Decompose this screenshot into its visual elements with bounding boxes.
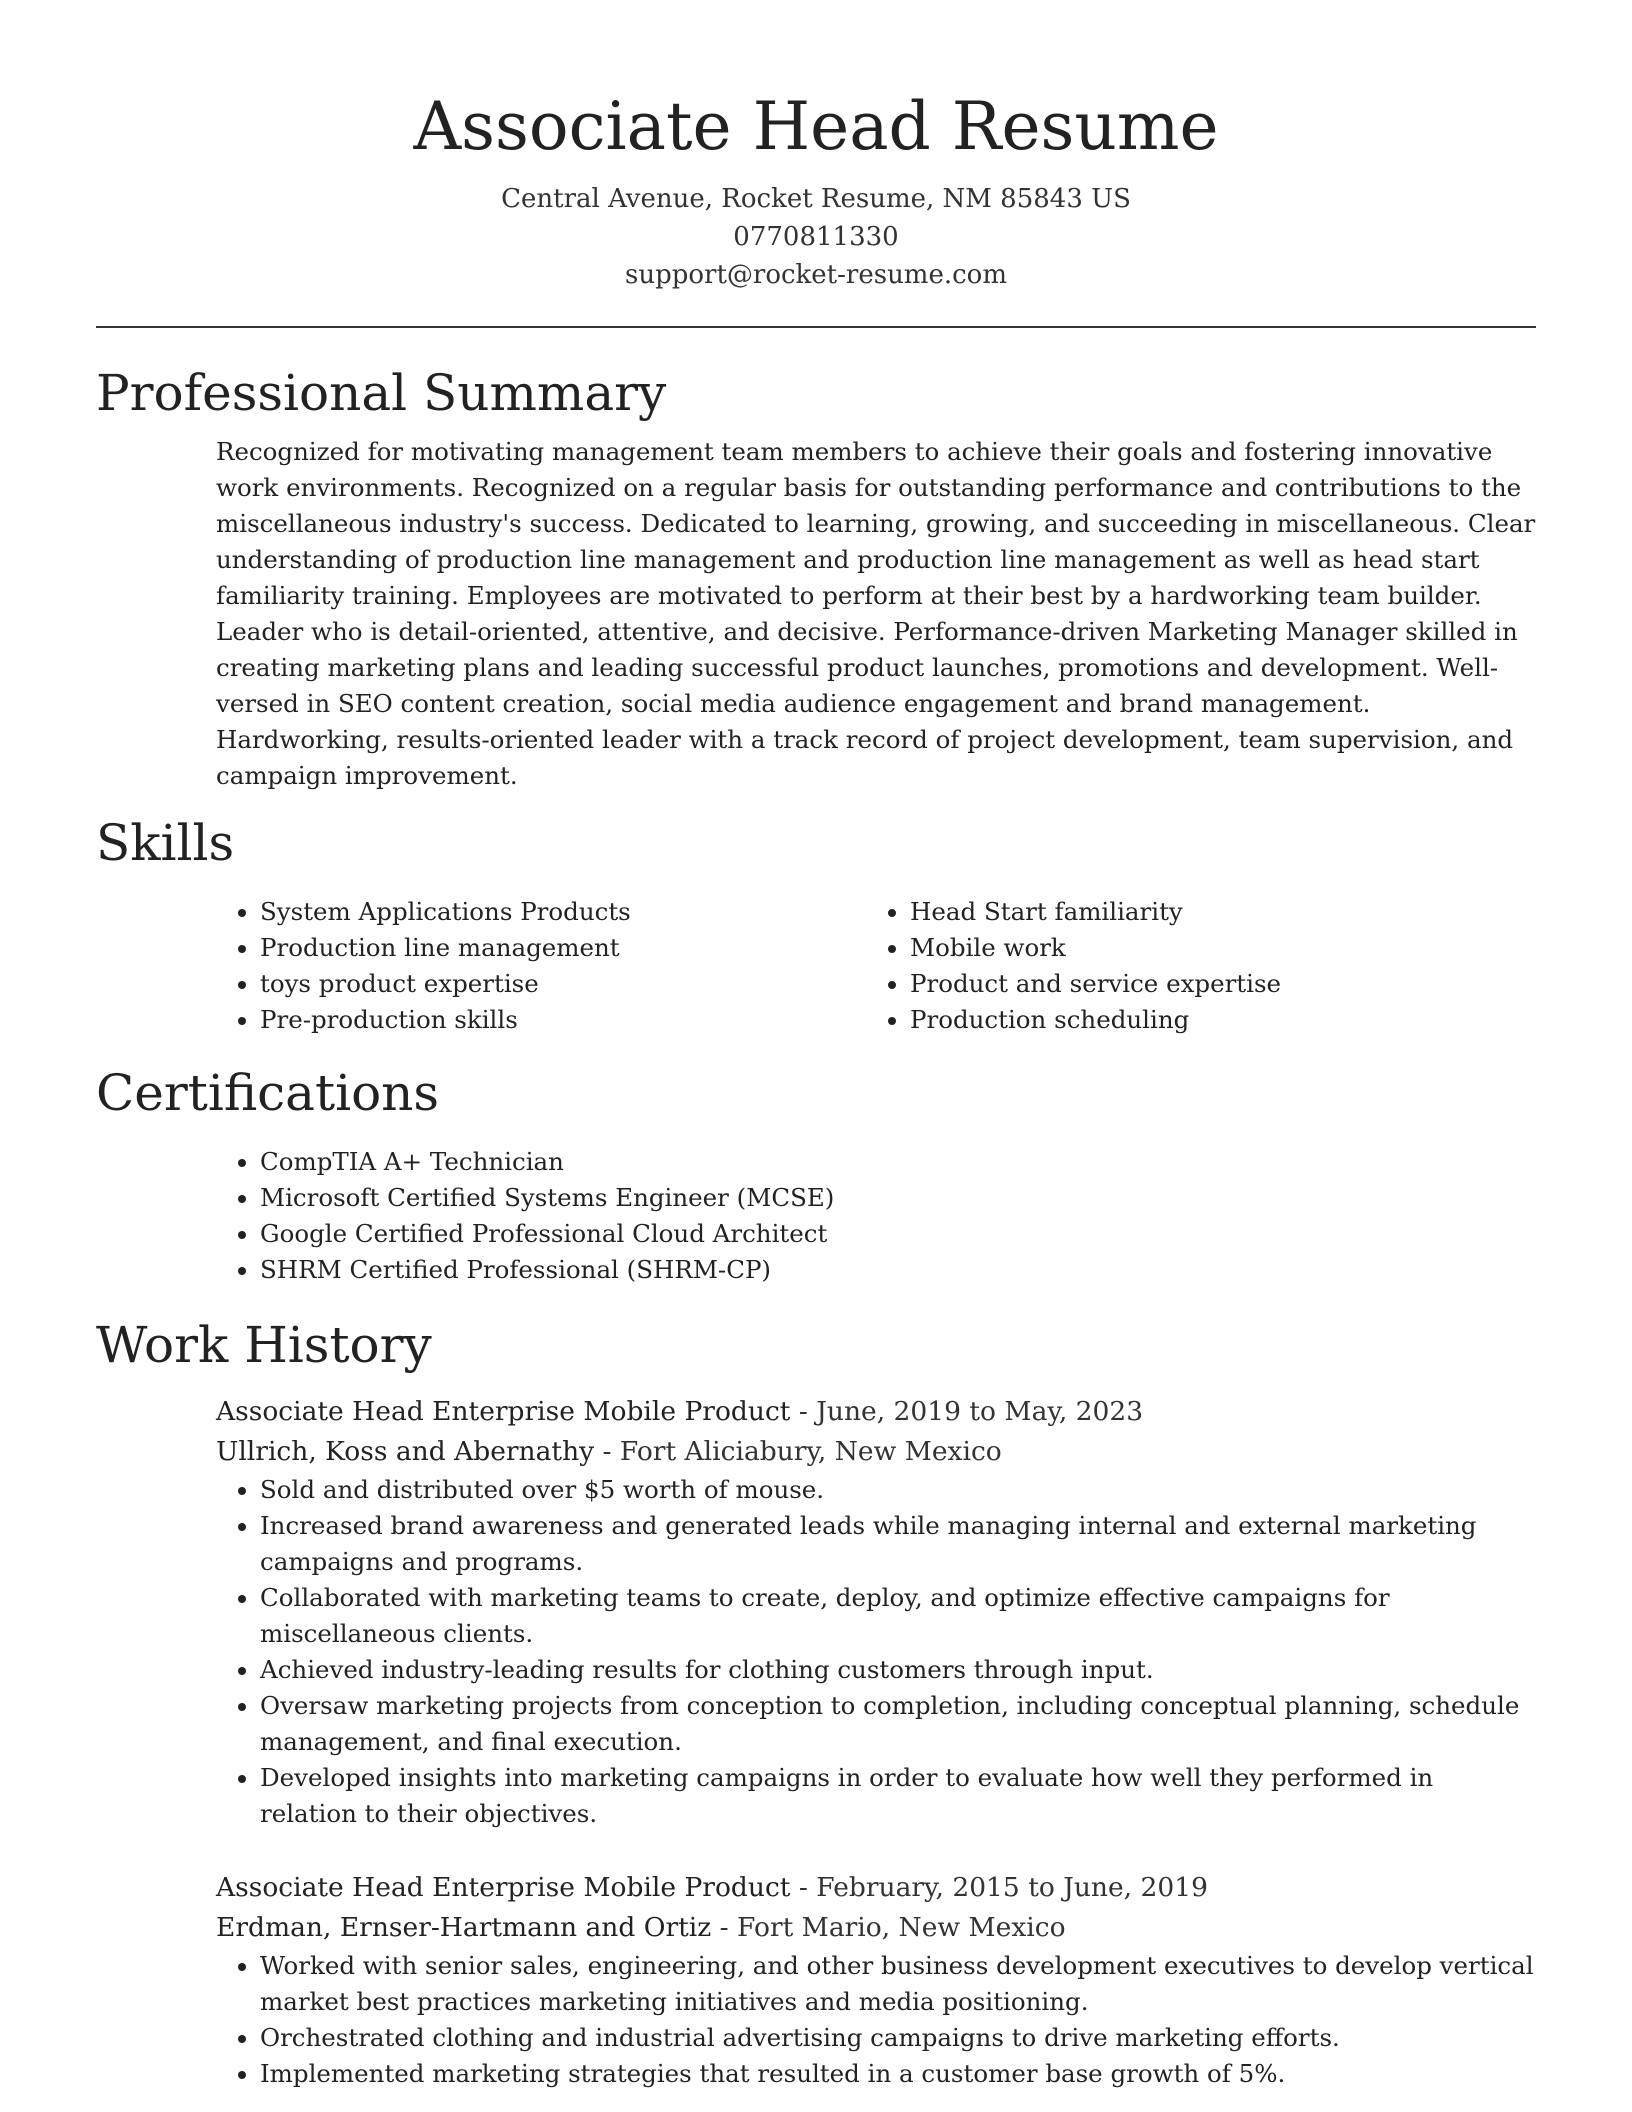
resume-header (96, 0, 1536, 294)
work-history-heading: Work History (96, 1316, 432, 1374)
job-bullet: • Implemented marketing strategies that resulted in a customer base growth of 5%. (260, 2056, 1536, 2092)
page-title: Associate Head Resume (413, 88, 1219, 165)
skill-item: • Production scheduling (910, 1002, 1516, 1038)
job-dates: - June, 2019 to May, 2023 (790, 1396, 1144, 1427)
job-location: - Fort Aliciabury, New Mexico (594, 1436, 1002, 1467)
contact-block (96, 180, 1536, 294)
job-bullet: • Oversaw marketing projects from conception to completion, including conceptual planning, schedule management, and final execution. (260, 1688, 1536, 1760)
skill-item: • Pre-production skills (260, 1002, 866, 1038)
certifications-list (216, 1144, 1536, 1288)
job-title-line (216, 1392, 1536, 1432)
skills-columns (216, 894, 1536, 1038)
skill-item: • Production line management (260, 930, 866, 966)
job-bullets (216, 1472, 1536, 1832)
job-bullet: • Achieved industry-leading results for clothing customers through input. (260, 1652, 1536, 1688)
job-bullet: • Collaborated with marketing teams to create, deploy, and optimize effective campaigns for miscellaneous clients. (260, 1580, 1536, 1652)
job-entry (216, 1392, 1536, 1832)
certifications-list-wrap (216, 1144, 1536, 1288)
skills-list-right (866, 894, 1516, 1038)
job-dates: - February, 2015 to June, 2019 (790, 1872, 1208, 1903)
skill-item: • System Applications Products (260, 894, 866, 930)
job-title-line (216, 1868, 1536, 1908)
job-bullet: • Increased brand awareness and generated leads while managing internal and external marketing campaigns and programs. (260, 1508, 1536, 1580)
header-divider (96, 326, 1536, 328)
resume-page (96, 0, 1536, 2092)
skills-heading: Skills (96, 814, 235, 872)
job-company-line (216, 1908, 1536, 1948)
summary-heading: Professional Summary (96, 364, 667, 422)
job-bullets (216, 1948, 1536, 2092)
job-entry (216, 1868, 1536, 2092)
job-company: Ullrich, Koss and Abernathy (216, 1436, 595, 1467)
summary-section (96, 360, 1536, 794)
job-bullet: • Sold and distributed over $5 worth of mouse. (260, 1472, 1536, 1508)
skills-column-right (866, 894, 1516, 1038)
job-bullet: • Worked with senior sales, engineering, and other business development executives to develop vertical market best practices marketing initiatives and media positioning. (260, 1948, 1536, 2020)
skill-item: • Product and service expertise (910, 966, 1516, 1002)
job-company-line (216, 1432, 1536, 1472)
certification-item: • Microsoft Certified Systems Engineer (MCSE) (260, 1180, 1536, 1216)
job-company: Erdman, Ernser-Hartmann and Ortiz (216, 1912, 712, 1943)
email: support@rocket-resume.com (624, 260, 1007, 290)
skill-item: • Mobile work (910, 930, 1516, 966)
skill-item: • toys product expertise (260, 966, 866, 1002)
job-bullet: • Developed insights into marketing campaigns in order to evaluate how well they performed in relation to their objectives. (260, 1760, 1536, 1832)
job-role: Associate Head Enterprise Mobile Product (216, 1396, 791, 1427)
certifications-heading: Certifications (96, 1064, 440, 1122)
skills-list-left (216, 894, 866, 1038)
skills-section (96, 810, 1536, 1038)
job-bullet: • Orchestrated clothing and industrial advertising campaigns to drive marketing efforts. (260, 2020, 1536, 2056)
skills-column-left (216, 894, 866, 1038)
job-role: Associate Head Enterprise Mobile Product (216, 1872, 791, 1903)
job-location: - Fort Mario, New Mexico (711, 1912, 1066, 1943)
address: Central Avenue, Rocket Resume, NM 85843 US (501, 184, 1131, 214)
certifications-section (96, 1060, 1536, 1288)
certification-item: • SHRM Certified Professional (SHRM-CP) (260, 1252, 1536, 1288)
summary-text: Recognized for motivating management team members to achieve their goals and fostering innovative work environments. Recognized on a regular basis for outstanding performance and contributions to the miscellaneous industry's success. Dedicated to learning, growing, and succeeding in miscellaneous. Clear understanding of production line management and production line management as well as head start familiarity training. Employees are motivated to perform at their best by a hardworking team builder. Leader who is detail-oriented, attentive, and decisive. Performance-driven Marketing Manager skilled in creating marketing plans and leading successful product launches, promotions and development. Well-versed in SEO content creation, social media audience engagement and brand management. Hardworking, results-oriented leader with a track record of project development, team supervision, and campaign improvement. (216, 437, 1536, 790)
phone: 0770811330 (733, 222, 899, 252)
skill-item: • Head Start familiarity (910, 894, 1516, 930)
work-history-section (96, 1312, 1536, 2092)
certification-item: • CompTIA A+ Technician (260, 1144, 1536, 1180)
certification-item: • Google Certified Professional Cloud Architect (260, 1216, 1536, 1252)
